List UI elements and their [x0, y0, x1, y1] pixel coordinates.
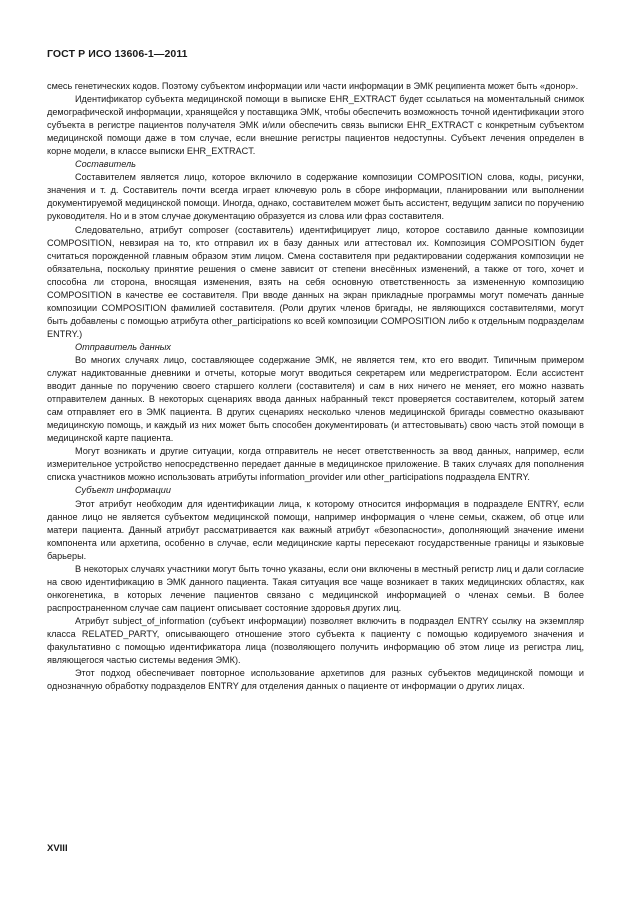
paragraph: смесь генетических кодов. Поэтому субъектом информации или части информации в ЭМК реципиента может быть «донор». [47, 81, 579, 91]
paragraph: Следовательно, атрибут composer (составитель) идентифицирует лицо, которое составило данные композиции COMPOSITION, невзирая на то, кто отправил их в базу данных или аттестовал их. Композиция COMPOSITION будет считаться порожденной главным образом этим лицом. Смена составителя при редактировании содержания композиции не обязательна, поскольку принятие решения о смене зависит от степени внесённых изменений, а также от того, хочет и способна ли сторона, вносящая изменения, взять на себя основную ответственность за измененную композицию COMPOSITION в качестве ее составителя. При вводе данных на экран прикладные программы могут помечать данные композиции COMPOSITION фамилией составителя. (Роли других членов бригады, не являющихся составителями, могут быть добавлены с помощью атрибута other_participations ко всей композиции COMPOSITION либо к отдельным подразделам ENTRY.) [47, 224, 584, 339]
paragraph: В некоторых случаях участники могут быть точно указаны, если они включены в местный регистр лиц и дали согласие на свою идентификацию в ЭМК данного пациента. Такая ситуация все чаще возникает в таких медицинских областях, как онкогенетика, в которых лечение пациентов связано с медицинской информацией о членах семьи. В более распространенном случае сам пациент описывает состояние здоровья других лиц. [47, 563, 584, 613]
paragraph: Составителем является лицо, которое включило в содержание композиции COMPOSITION слова, коды, рисунки, значения и т. д. Составитель почти всегда играет ключевую роль в сборе информации, планировании или выполнении документируемой медицинской помощи. Иногда, однако, составителем может быть ассистент, ведущим записи по поручению руководителя. Но и в этом случае документацию образуется из слова или фраз составителя. [47, 172, 584, 222]
section-subheading: Составитель [75, 159, 136, 170]
section-subheading: Субъект информации [75, 485, 171, 496]
paragraph: Этот подход обеспечивает повторное использование архетипов для разных субъектов медицинской помощи и однозначную обработку подразделов ENTRY для отделения данных о пациенте от информации о других лицах. [47, 668, 584, 692]
paragraph: Идентификатор субъекта медицинской помощи в выписке EHR_EXTRACT будет ссылаться на моментальный снимок демографической информации, хранящейся у поставщика ЭМК, чтобы обеспечить возможность точной идентификации этого субъекта в регистре пациентов получателя ЭМК и/или обеспечить связь выписки EHR_EXTRACT с конкретным субъектом медицинской помощи даже в том случае, если внешние регистры пациентов недоступны. Субъект лечения определен в корне модели, в классе выписки EHR_EXTRACT. [47, 94, 584, 157]
paragraph: Этот атрибут необходим для идентификации лица, к которому относится информация в подразделе ENTRY, если данное лицо не является субъектом медицинской помощи, например информация о члене семьи, скажем, об отце или матери пациента. Данный атрибут рассматривается как важный атрибут «безопасности», дополняющий значение имени компонента или архетипа, особенно в случае, если медицинские карты пересекают государственные границы и языковые барьеры. [47, 498, 584, 561]
section-subheading: Отправитель данных [75, 341, 171, 352]
page-number: XVIII [47, 843, 68, 854]
document-header: ГОСТ Р ИСО 13606-1—2011 [47, 48, 188, 60]
paragraph: Во многих случаях лицо, составляющее содержание ЭМК, не является тем, кто его вводит. Типичным примером служат надиктованные дневники и отчеты, которые могут вводиться секретарем или медрегистратором. Если ассистент вводит данные по поручению своего старшего коллеги (составителя) и сам в них ничего не меняет, его можно назвать отправителем данных. В некоторых сценариях ввода данных набранный текст проверяется составителем, который затем сам отправляет его в ЭМК пациента. В других сценариях несколько членов медицинской бригады совместно оказывают медицинскую помощь, и каждый из них может быть способен документировать (и аттестовывать) свою часть этой помощи в медицинской карте пациента. [47, 354, 584, 444]
paragraph: Атрибут subject_of_information (субъект информации) позволяет включить в подраздел ENTRY ссылку на экземпляр класса RELATED_PARTY, описывающего отношение этого субъекта к пациенту с помощью кодируемого значения и факультативно с помощью идентификатора лица (позволяющего получить информацию об этом лице из регистра лиц, являющегося частью системы ведения ЭМК). [47, 615, 584, 666]
paragraph: Могут возникать и другие ситуации, когда отправитель не несет ответственность за ввод данных, например, если измерительное устройство непосредственно передает данные в медицинское приложение. В таких случаях для пополнения списка участников можно использовать атрибуты information_provider или other_participations подраздела ENTRY. [47, 446, 584, 483]
document-body [47, 80, 584, 693]
